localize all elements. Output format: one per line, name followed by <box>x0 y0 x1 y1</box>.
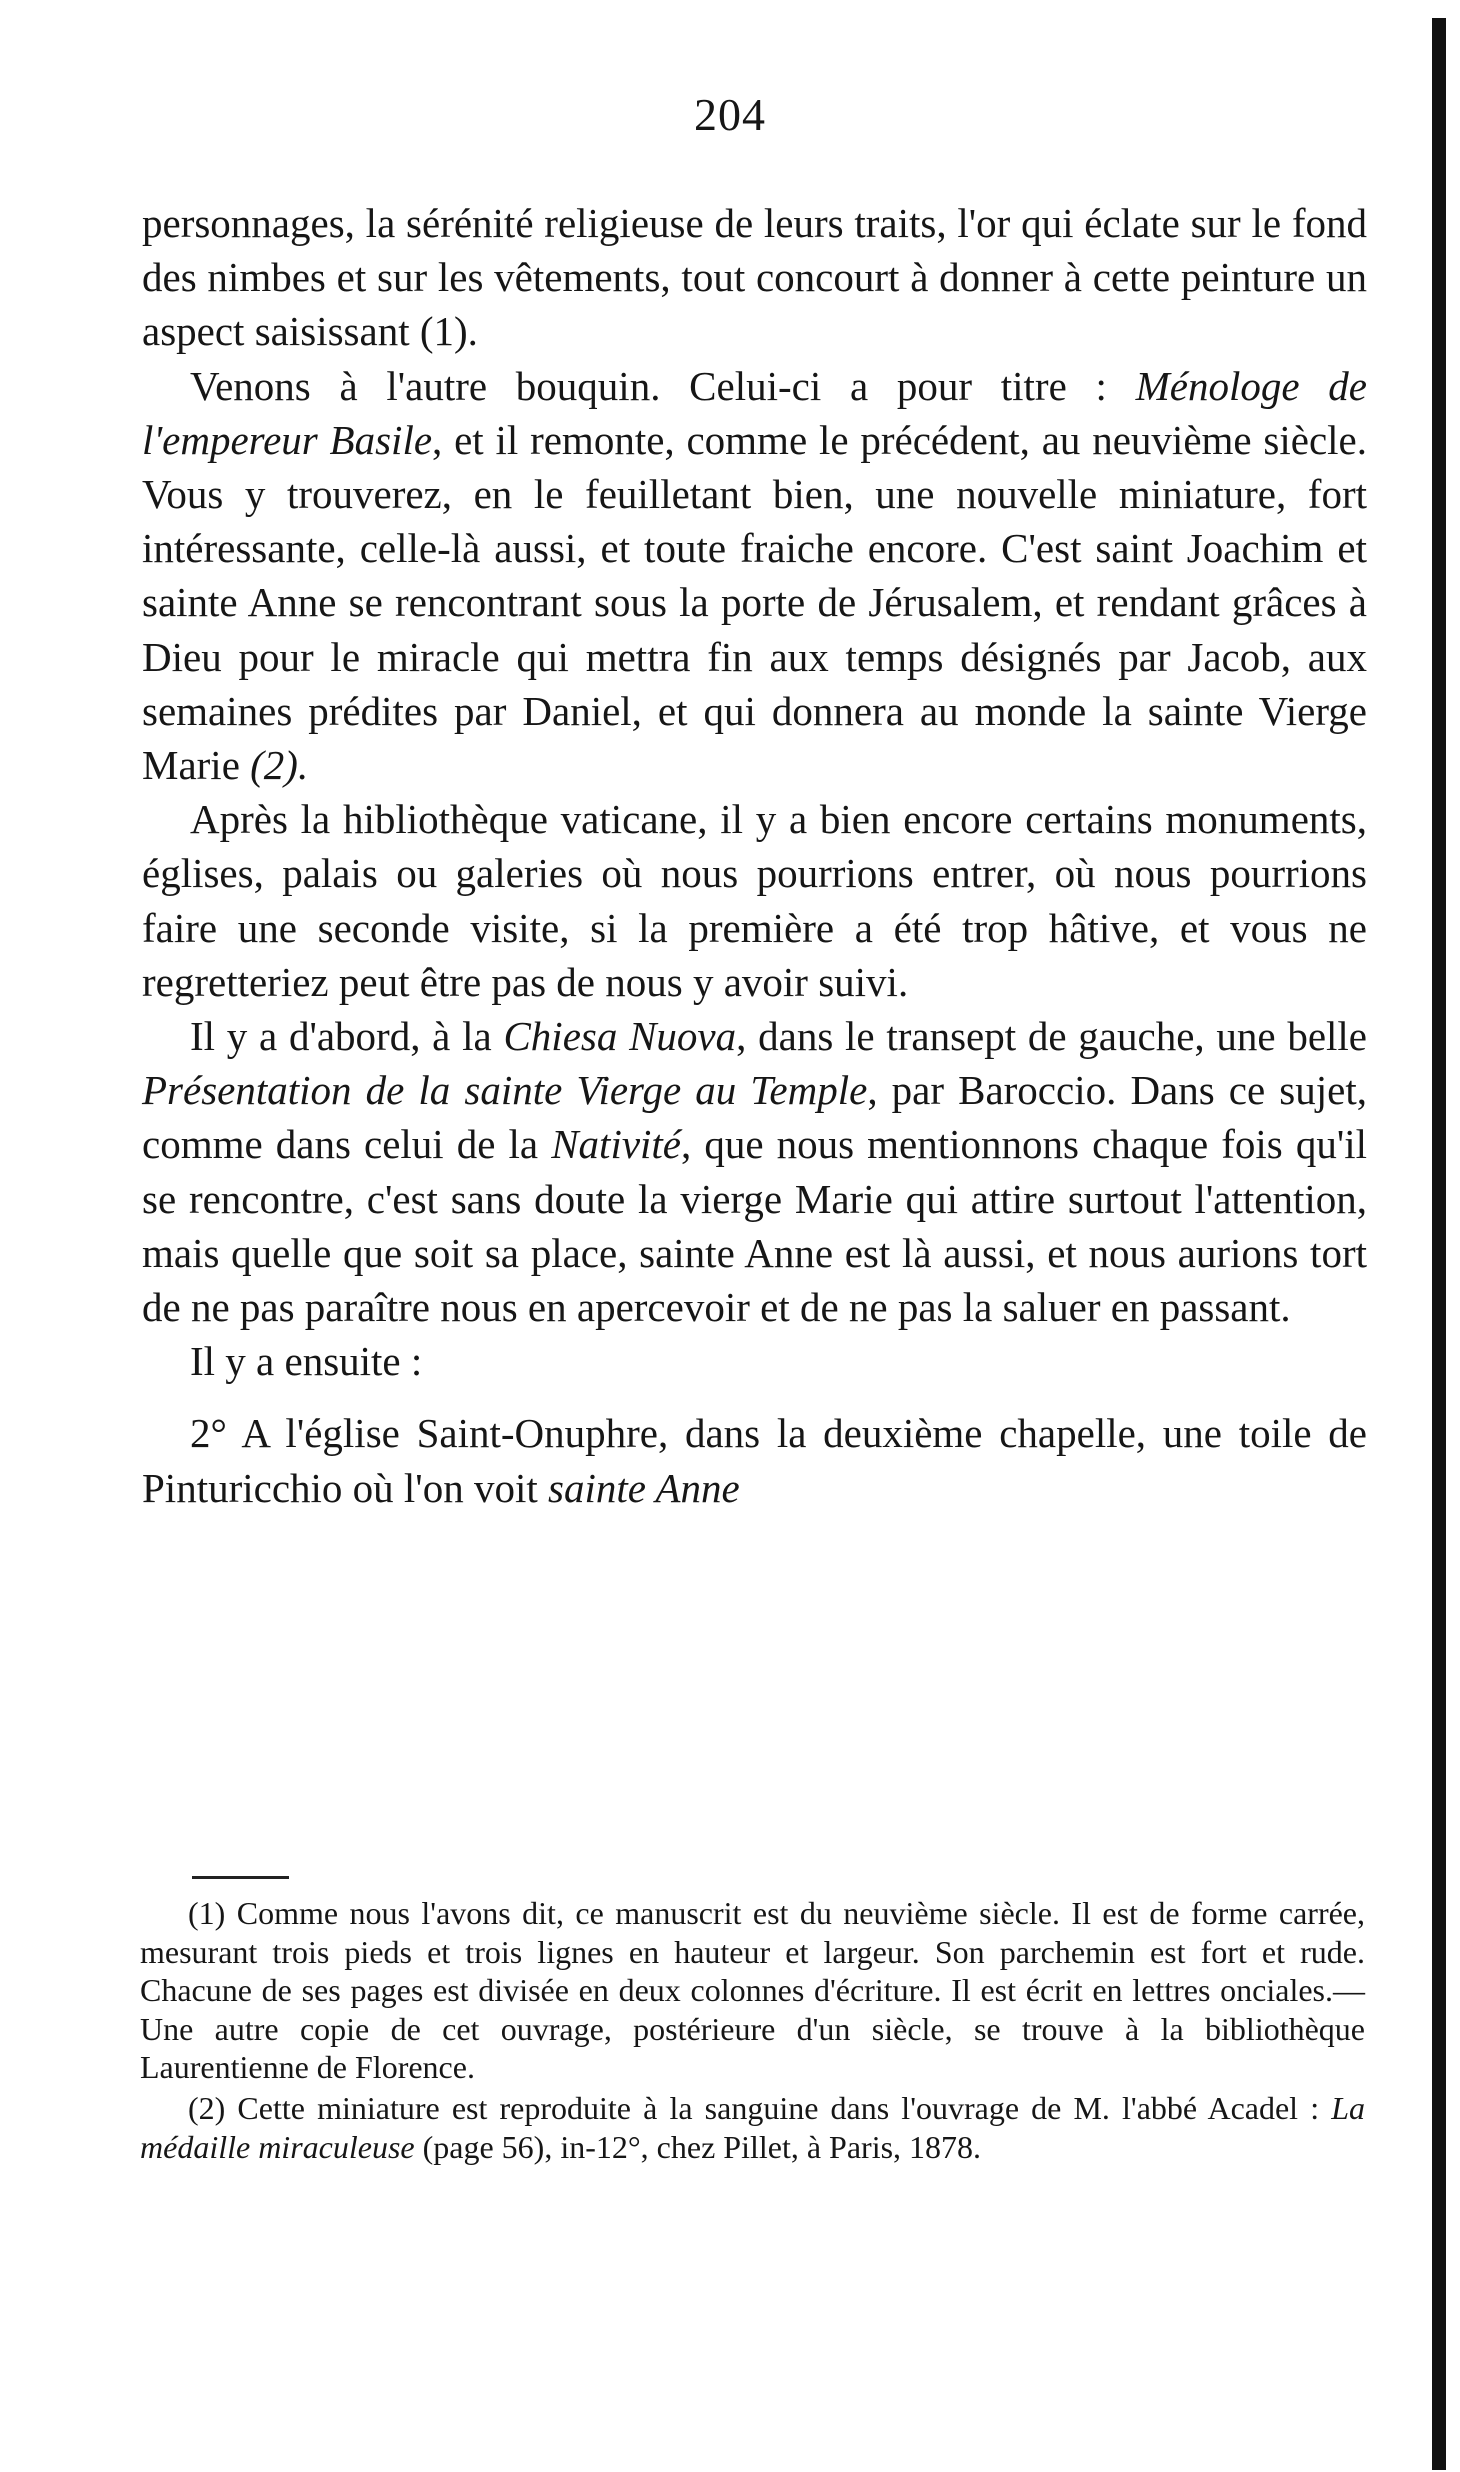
footnote-divider <box>192 1876 289 1879</box>
paragraph-continuation <box>142 196 1367 359</box>
painting-title: Nativité <box>551 1121 682 1168</box>
footnote-text: (2) Cette miniature est reproduite à la sanguine dans l'ouvrage de M. l'abbé Acadel : <box>188 2089 1332 2126</box>
paragraph-menologe <box>142 359 1367 793</box>
paragraph-text: , dans le transept de gauche, une belle <box>736 1013 1368 1060</box>
body-text <box>142 196 1367 1515</box>
painting-title: Présentation de la sainte Vierge au Temple <box>142 1067 868 1114</box>
footnote-text: (page 56), in-12°, chez Pillet, à Paris, 1878. <box>414 2128 982 2165</box>
footnote-text: (1) Comme nous l'avons dit, ce manuscrit est du neuvième siècle. Il est de forme carrée, mesurant trois pieds et trois lignes en hauteur et largeur. Son parchemin est fort et rude. Chacune de ses pages est divisée en deux colonnes d'écriture. Il est écrit en lettres onciales.—Une autre copie de cet ouvrage, postérieure d'un siècle, se trouve à la bibliothèque Laurentienne de Florence. <box>140 1895 1365 2086</box>
page-edge-rule <box>1432 18 1446 2470</box>
paragraph-text: personnages, la sérénité religieuse de leurs traits, l'or qui éclate sur le fond des nimbes et sur les vêtements, tout concourt à donner à cette peinture un aspect saisissant (1). <box>142 200 1367 355</box>
book-title: La médaille miraculeuse <box>140 2089 1365 2165</box>
church-name: Chiesa Nuova <box>503 1013 737 1060</box>
page-number: 204 <box>694 89 766 140</box>
saint-name: sainte Anne <box>547 1464 740 1511</box>
footnotes <box>140 1894 1365 2168</box>
book-title: Ménologe de l'empereur Basile <box>142 362 1367 463</box>
paragraph-bibliotheque <box>142 792 1367 1009</box>
footnote-1 <box>140 1894 1365 2087</box>
paragraph-text: Il y a d'abord, à la <box>190 1013 504 1060</box>
paragraph-saint-onuphre <box>142 1406 1367 1514</box>
paragraph-text: Après la hibliothèque vaticane, il y a bien encore certains monuments, églises, palais ou galeries où nous pourrions entrer, où nous pourrions faire une seconde visite, si la première a été trop hâtive, et vous ne regretteriez peut être pas de nous y avoir suivi. <box>142 796 1367 1005</box>
paragraph-text: Venons à l'autre bouquin. Celui-ci a pour titre : <box>190 362 1136 409</box>
footnote-2 <box>140 2089 1365 2166</box>
paragraph-text: , par Baroccio. Dans ce sujet, comme dans celui de la <box>142 1067 1367 1168</box>
paragraph-text: 2° A l'église Saint-Onuphre, dans la deuxième chapelle, une toile de Pinturicchio où l'on voit <box>142 1410 1367 1511</box>
paragraph-ensuite <box>142 1334 1367 1388</box>
paragraph-text: , que nous mentionnons chaque fois qu'il se rencontre, c'est sans doute la vierge Marie qui attire surtout l'attention, mais quelle que soit sa place, sainte Anne est là aussi, et nous aurions tort de ne pas paraître nous en apercevoir et de ne pas la saluer en passant. <box>142 1121 1367 1331</box>
footnote-reference: (2). <box>250 742 309 789</box>
paragraph-chiesa-nuova <box>142 1009 1367 1334</box>
paragraph-text: Il y a ensuite : <box>190 1338 423 1385</box>
paragraph-text: , et il remonte, comme le précédent, au neuvième siècle. Vous y trouverez, en le feuilletant bien, une nouvelle miniature, fort intéressante, celle-là aussi, et toute fraiche encore. C'est saint Joachim et sainte Anne se rencontrant sous la porte de Jérusalem, et rendant grâces à Dieu pour le miracle qui mettra fin aux temps désignés par Jacob, aux semaines prédites par Daniel, et qui donnera au monde la sainte Vierge Marie <box>142 416 1367 789</box>
